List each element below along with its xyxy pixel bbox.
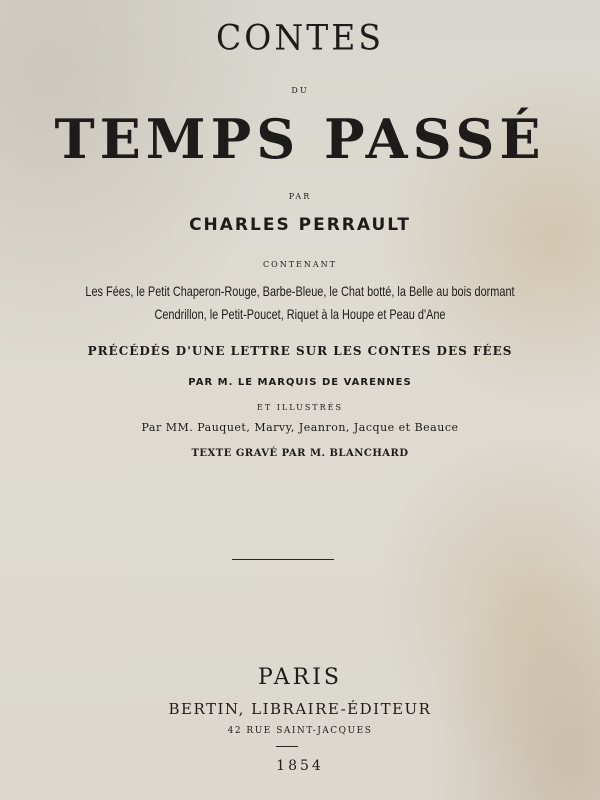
imprint-year: 1854	[276, 758, 324, 774]
preceded-by-letter: PRÉCÉDÉS D'UNE LETTRE SUR LES CONTES DES FÉES	[87, 344, 513, 358]
tales-list-line-1: Les Fées, le Petit Chaperon-Rouge, Barbe-Bleue, le Chat botté, la Belle au bois dormant	[85, 283, 515, 299]
engraving-credit: TEXTE GRAVÉ PAR M. BLANCHARD	[191, 448, 409, 459]
connector-du: DU	[291, 86, 309, 95]
title-line-contes: CONTES	[216, 17, 384, 58]
tales-list-line-2: Cendrillon, le Petit-Poucet, Riquet à la Houpe et Peau d'Ane	[154, 306, 446, 322]
short-divider-rule	[276, 746, 298, 747]
author-name: CHARLES PERRAULT	[189, 215, 411, 235]
connector-illustres: ET ILLUSTRÉS	[257, 403, 343, 412]
letter-author: PAR M. LE MARQUIS DE VARENNES	[188, 377, 412, 388]
connector-par: PAR	[288, 192, 312, 201]
connector-contenant: CONTENANT	[263, 260, 337, 269]
imprint-publisher: BERTIN, LIBRAIRE-ÉDITEUR	[168, 700, 432, 718]
imprint-city: PARIS	[258, 665, 342, 690]
title-line-temps-passe: TEMPS PASSÉ	[54, 107, 546, 171]
illustrators-credit: Par MM. Pauquet, Marvy, Jeanron, Jacque et Beauce	[141, 421, 459, 434]
divider-rule	[232, 559, 334, 560]
imprint-address: 42 RUE SAINT-JACQUES	[227, 726, 373, 736]
